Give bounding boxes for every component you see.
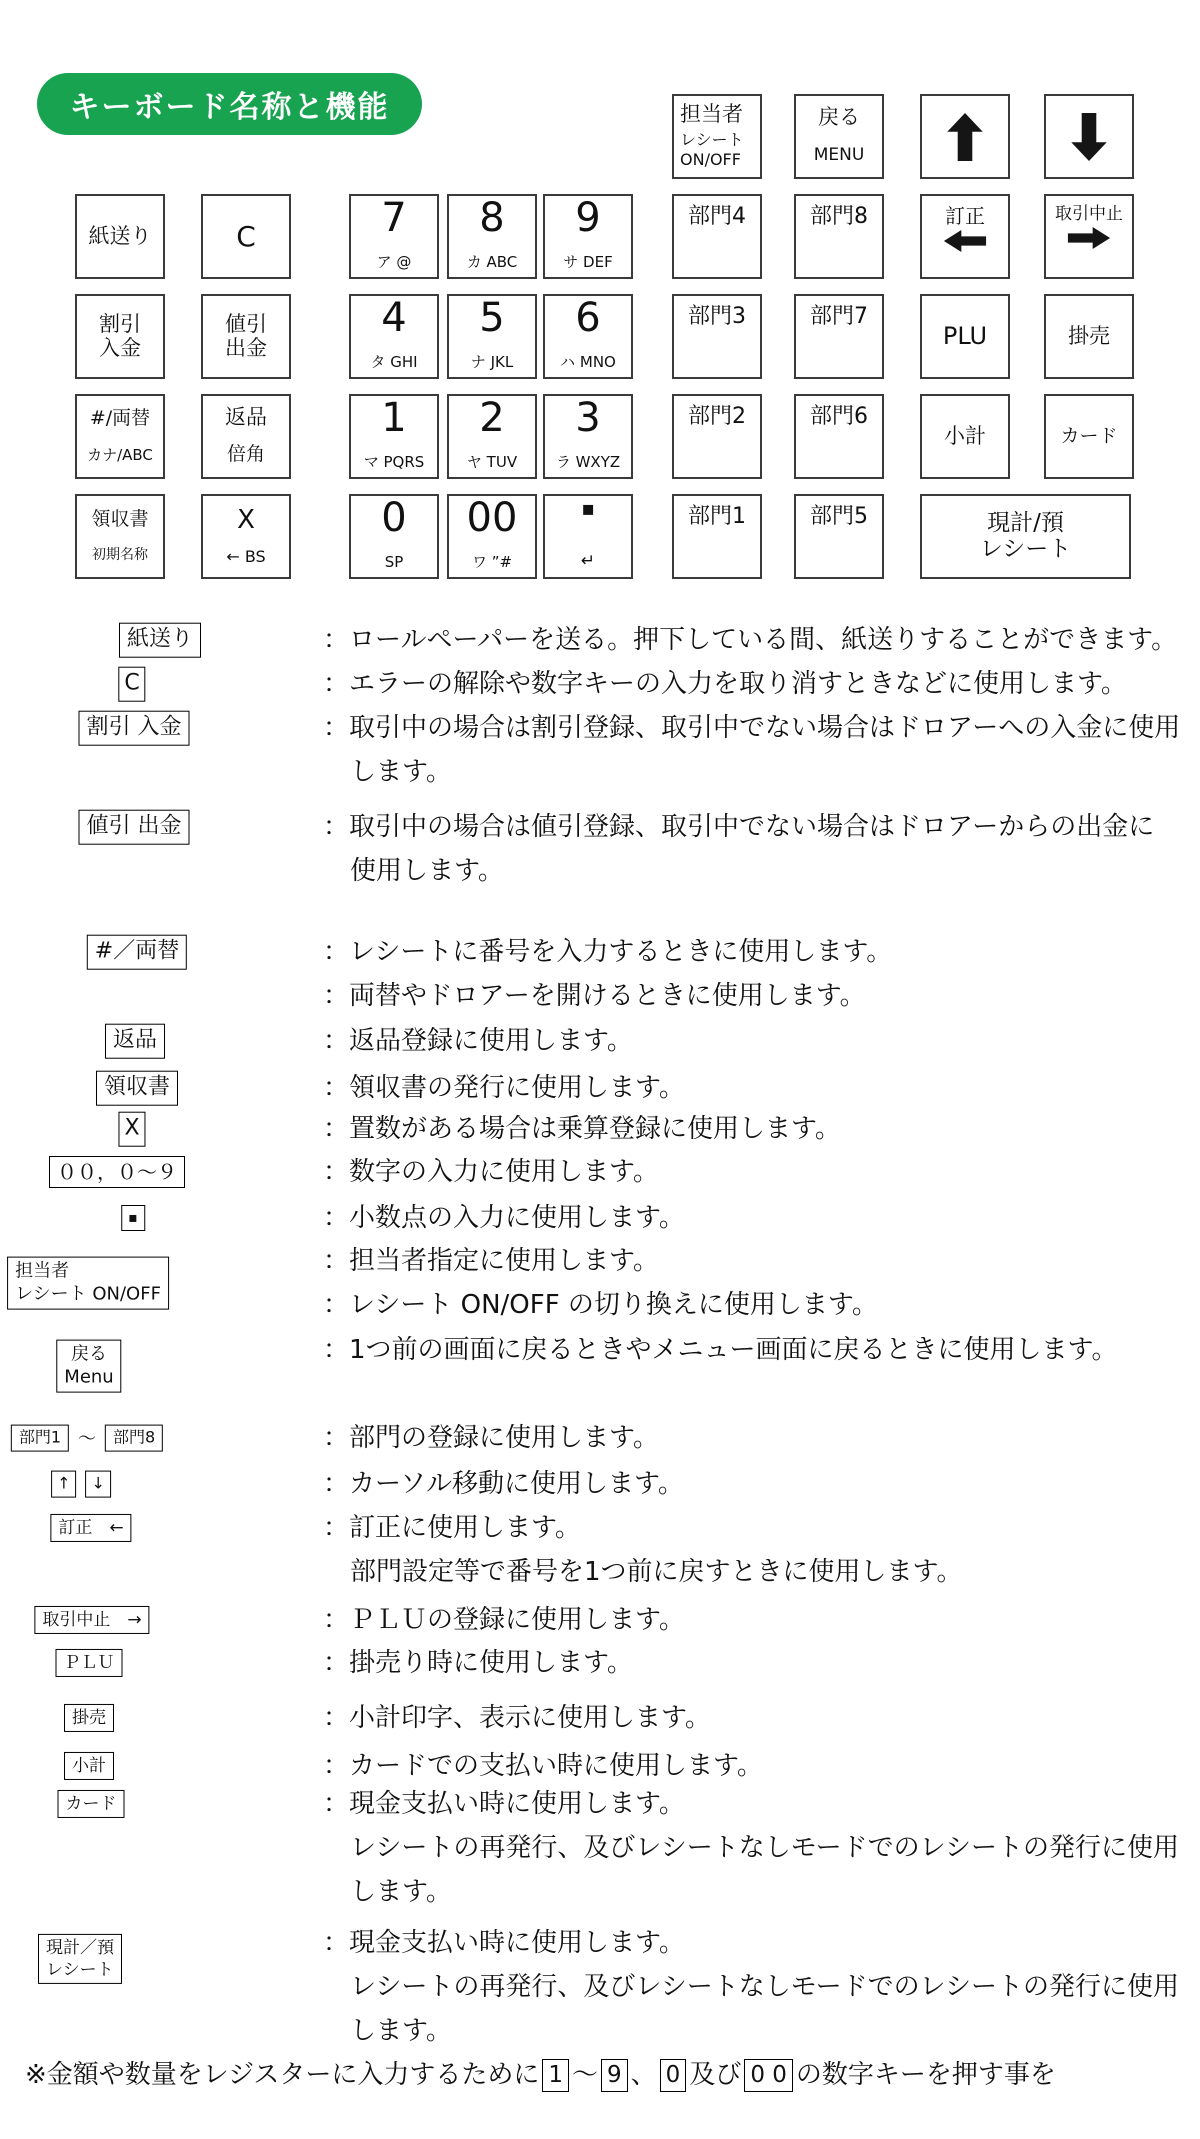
key-label: 部門6 [810, 404, 868, 429]
key-label: 部門7 [810, 304, 868, 329]
key-cursor-up [920, 94, 1010, 179]
desc-line: レシートの再発行、及びレシートなしモードでのレシートの発行に使用 [350, 1833, 1180, 1863]
key-digit-5 [447, 294, 537, 379]
digit-key-box: 1 [542, 2059, 569, 2092]
desc-row [0, 1239, 1200, 1327]
desc-line: ：取引中の場合は値引登録、取引中でない場合はドロアーからの出金に [323, 812, 1155, 842]
key-label: 7 [381, 195, 407, 241]
key-dept-2 [672, 394, 762, 479]
key-sublabel: 初期名称 [92, 546, 148, 563]
desc-row [0, 1641, 1200, 1685]
key-dept-4 [672, 194, 762, 279]
up-arrow-icon [947, 113, 983, 161]
key-paper-feed [75, 194, 165, 279]
key-label: カード [1060, 424, 1118, 447]
desc-line: ：レシートに番号を入力するときに使用します。 [323, 937, 893, 967]
key-label: 3 [575, 395, 601, 441]
desc-row [0, 1696, 1200, 1740]
key-label-box: 紙送り [119, 623, 201, 658]
key-double-zero [447, 494, 537, 579]
footnote-text: 及び [689, 2060, 742, 2090]
key-charge-sale [1044, 294, 1134, 379]
key-sublabel: ハ MNO [560, 353, 616, 372]
desc-line: ：カーソル移動に使用します。 [323, 1469, 684, 1499]
desc-line: ：現金支払い時に使用します。 [323, 1789, 685, 1819]
desc-row [0, 662, 1200, 706]
key-sublabel: ワ ”# [471, 553, 513, 572]
down-arrow-icon [1071, 113, 1107, 161]
key-label: 現計/預 レシート [979, 509, 1072, 562]
key-label-box: #／両替 [87, 935, 187, 970]
key-label: 9 [575, 195, 601, 241]
key-cash-total-receipt [920, 494, 1131, 579]
key-sublabel: カナ/ABC [87, 445, 153, 464]
key-label-box: カード [58, 1790, 125, 1818]
desc-line: 使用します。 [350, 856, 504, 886]
key-label-box: ↑ ↓ [51, 1471, 111, 1498]
desc-line: ：小数点の入力に使用します。 [323, 1203, 685, 1233]
key-label: 1 [381, 395, 407, 441]
key-digit-3 [543, 394, 633, 479]
desc-row [0, 805, 1200, 893]
key-label-box: 戻る Menu [56, 1340, 121, 1393]
key-label: 8 [479, 195, 505, 241]
key-sublabel: MENU [813, 144, 865, 165]
key-label-box: 割引 入金 [79, 711, 190, 746]
key-digit-8 [447, 194, 537, 279]
desc-line: ：領収書の発行に使用します。 [323, 1073, 685, 1103]
key-sublabel: ヤ TUV [466, 453, 518, 472]
key-label: 戻る [818, 105, 860, 129]
key-label: 2 [479, 395, 505, 441]
key-return-goods [201, 394, 291, 479]
desc-line: ：小計印字、表示に使用します。 [323, 1703, 711, 1733]
key-sublabel: SP [384, 553, 404, 572]
desc-row [0, 706, 1200, 794]
key-dept-3 [672, 294, 762, 379]
desc-line: ：レシート ON/OFF の切り換えに使用します。 [323, 1290, 878, 1320]
key-sublabel: レシート ON/OFF [680, 129, 744, 169]
desc-line: 部門設定等で番号を1つ前に戻すときに使用します。 [350, 1557, 963, 1587]
desc-line: ：カードでの支払い時に使用します。 [323, 1751, 763, 1781]
key-label-box: ００，０～９ [49, 1156, 185, 1188]
key-label-box: X [118, 1112, 145, 1147]
desc-line: ：掛売り時に使用します。 [323, 1648, 633, 1678]
desc-line: します。 [350, 2016, 452, 2046]
key-dept-7 [794, 294, 884, 379]
key-sublabel: カ ABC [466, 253, 518, 272]
key-label: 6 [575, 295, 601, 341]
key-correction [920, 194, 1010, 279]
key-digit-9 [543, 194, 633, 279]
footnote-text: ※金額や数量をレジスターに入力するために [25, 2060, 540, 2090]
key-label: 4 [381, 295, 407, 341]
key-label: 00 [466, 495, 518, 541]
key-label: 紙送り [88, 223, 152, 248]
key-plu [920, 294, 1010, 379]
key-reduction-withdrawal [201, 294, 291, 379]
key-label: 割引 入金 [99, 311, 141, 360]
key-label-box: C [118, 667, 145, 702]
key-discount-deposit [75, 294, 165, 379]
key-cursor-down [1044, 94, 1134, 179]
desc-line: します。 [350, 757, 452, 787]
key-label: 値引 出金 [225, 311, 267, 360]
key-label: 部門8 [810, 204, 868, 229]
key-label-box: 訂正 ← [50, 1514, 131, 1542]
left-arrow-icon [943, 230, 987, 252]
desc-line: ：両替やドロアーを開けるときに使用します。 [323, 981, 866, 1011]
key-sublabel: 倍角 [226, 442, 265, 465]
key-digit-4 [349, 294, 439, 379]
key-label-box: 小計 [64, 1752, 114, 1780]
digit-key-box: 0 [660, 2059, 687, 2092]
key-digit-0 [349, 494, 439, 579]
key-digit-7 [349, 194, 439, 279]
key-label-box: 取引中止 → [34, 1606, 149, 1634]
key-sublabel: ア @ [376, 253, 412, 272]
desc-row [0, 1019, 1200, 1063]
key-label: PLU [942, 322, 988, 351]
key-label-box: 担当者 レシート ON/OFF [7, 1257, 169, 1310]
desc-row [0, 1107, 1200, 1151]
desc-row [0, 1416, 1200, 1460]
key-receipt-issue [75, 494, 165, 579]
desc-line: ：エラーの解除や数字キーの入力を取り消すときなどに使用します。 [323, 669, 1127, 699]
desc-line: ：現金支払い時に使用します。 [323, 1928, 685, 1958]
key-label-box: 値引 出金 [79, 810, 190, 845]
key-label: 担当者 [680, 102, 743, 126]
key-label: 返品 [225, 405, 267, 430]
desc-row [0, 930, 1200, 1018]
desc-line: ：返品登録に使用します。 [323, 1026, 633, 1056]
desc-row [0, 1328, 1200, 1388]
key-digit-2 [447, 394, 537, 479]
desc-row [0, 1598, 1200, 1642]
digit-key-box: 9 [601, 2059, 628, 2092]
key-label: #/両替 [89, 407, 151, 430]
desc-line: レシートの再発行、及びレシートなしモードでのレシートの発行に使用 [350, 1972, 1180, 2002]
key-sublabel: サ DEF [563, 253, 613, 272]
key-label: 取引中止 [1055, 204, 1123, 224]
desc-line: ：担当者指定に使用します。 [323, 1246, 659, 1276]
key-sublabel: ↵ [580, 550, 596, 571]
footnote-text: ～ [572, 2060, 599, 2090]
key-label-box: 部門1 ～ 部門8 [11, 1425, 163, 1452]
key-label: 領収書 [91, 507, 149, 530]
digit-key-box: 0 0 [744, 2059, 793, 2092]
key-subtotal [920, 394, 1010, 479]
key-label-box: 現計／預 レシート [38, 1934, 122, 1984]
key-label-box: ▪ [121, 1205, 145, 1231]
key-label: C [236, 219, 256, 253]
footnote [25, 2053, 1056, 2097]
key-digit-1 [349, 394, 439, 479]
key-sublabel: タ GHI [370, 353, 418, 372]
desc-row [0, 618, 1200, 662]
desc-row [0, 1782, 1200, 1914]
desc-line: ：置数がある場合は乗算登録に使用します。 [323, 1114, 841, 1144]
desc-line: ：部門の登録に使用します。 [323, 1423, 659, 1453]
key-digit-6 [543, 294, 633, 379]
key-void-transaction [1044, 194, 1134, 279]
desc-line: ：取引中の場合は割引登録、取引中でない場合はドロアーへの入金に使用 [323, 713, 1181, 743]
desc-line: ：ロールペーパーを送る。押下している間、紙送りすることができます。 [323, 625, 1178, 655]
key-card [1044, 394, 1134, 479]
key-dept-8 [794, 194, 884, 279]
key-label: 0 [381, 495, 407, 541]
key-label: 5 [479, 295, 505, 341]
desc-line: ：ＰＬＵの登録に使用します。 [323, 1605, 685, 1635]
key-label: 小計 [944, 423, 986, 448]
key-sublabel: ナ JKL [470, 353, 514, 372]
key-label-box: 掛売 [64, 1704, 114, 1732]
desc-row [0, 1150, 1200, 1194]
desc-row [0, 1462, 1200, 1506]
key-dept-5 [794, 494, 884, 579]
desc-row [0, 1921, 1200, 2053]
key-multiply [201, 494, 291, 579]
key-sublabel: ラ WXYZ [555, 453, 621, 472]
key-clerk-receipt [672, 94, 762, 179]
key-decimal-point [543, 494, 633, 579]
key-dept-6 [794, 394, 884, 479]
keyboard-diagram [0, 0, 1200, 625]
footnote-text: の数字キーを押す事を [795, 2060, 1056, 2090]
key-sublabel: マ PQRS [363, 453, 425, 472]
footnote-text: 、 [630, 2060, 657, 2090]
key-label: ▪ [581, 496, 595, 520]
key-label: 部門3 [688, 304, 746, 329]
key-label: 部門5 [810, 504, 868, 529]
key-label: 部門4 [688, 204, 746, 229]
key-label-box: 返品 [105, 1024, 165, 1059]
key-label-box: 領収書 [96, 1071, 178, 1106]
desc-line: ：1つ前の画面に戻るときやメニュー画面に戻るときに使用します。 [323, 1335, 1118, 1365]
key-label: 掛売 [1068, 323, 1110, 348]
key-dept-1 [672, 494, 762, 579]
desc-line: ：訂正に使用します。 [323, 1513, 581, 1543]
desc-line: します。 [350, 1877, 452, 1907]
desc-row [0, 1506, 1200, 1594]
key-label: 部門2 [688, 404, 746, 429]
right-arrow-icon [1067, 227, 1111, 249]
key-label: 部門1 [688, 504, 746, 529]
desc-line: ：数字の入力に使用します。 [323, 1157, 659, 1187]
key-clear [201, 194, 291, 279]
key-sublabel: ← BS [226, 547, 266, 567]
key-label: 訂正 [945, 204, 985, 228]
key-label-box: ＰＬＵ [56, 1649, 123, 1677]
desc-row [0, 1066, 1200, 1110]
key-back-menu [794, 94, 884, 179]
key-hash-exchange [75, 394, 165, 479]
key-label: X [237, 504, 255, 535]
desc-row [0, 1196, 1200, 1240]
section-title: キーボード名称と機能 [69, 90, 390, 125]
